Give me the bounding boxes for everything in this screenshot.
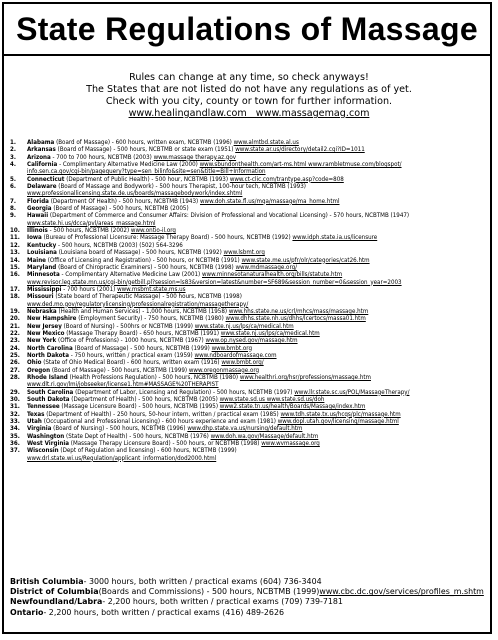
- state-link[interactable]: www.state.sd.us www.state.sd.us/doh: [219, 396, 325, 404]
- state-link[interactable]: info.sen.ca.gov/cgi-bin/pagequery?type=sen_bilinfo&site=sen&title=Bill+Information: [27, 168, 266, 176]
- list-item: [10, 154, 490, 161]
- state-link[interactable]: www.drl.state.wi.us/Regulation/applicant_information/dod2000.html: [27, 454, 217, 462]
- state-name: Washington: [27, 432, 65, 440]
- item-number: 29.: [10, 388, 20, 396]
- state-details: - Complimentary Alternative Medicine Law (2001): [61, 271, 201, 279]
- intro-links[interactable]: www.healingandlaw.com www.massagemag.com: [128, 108, 370, 119]
- state-link[interactable]: www.oregonmassage.org: [188, 366, 260, 374]
- item-entry: [27, 359, 490, 366]
- region-name: British Columbia: [10, 577, 84, 586]
- state-link[interactable]: www.sbundonthealth.com/art-ms.html www.rambletmuse.com/blogspot/: [199, 161, 402, 169]
- state-link[interactable]: www.dhp.state.va.us/nursing/default.htm: [187, 425, 303, 433]
- canada-list: [10, 577, 490, 618]
- item-entry: [27, 227, 490, 234]
- state-details: (State Dept of Health) - 500 hours, NCBTMB (1976): [66, 432, 209, 440]
- list-item: [10, 139, 490, 146]
- state-details: (Board of Massage and Bodywork) - 500 hours Therapist, 100-hour tech, NCBTMB (1993): [58, 183, 306, 191]
- item-number: 37.: [10, 447, 20, 455]
- state-name: Maine: [27, 256, 46, 264]
- intro-block: [0, 72, 498, 120]
- state-details: (Board of Massage) - 500 hours, NCBTMB (1999): [74, 344, 210, 352]
- region-name: Newfoundland/Labra: [10, 597, 103, 607]
- state-list: [10, 139, 490, 462]
- state-name: Connecticut: [27, 175, 65, 183]
- item-entry: [27, 374, 490, 381]
- state-name: Texas: [27, 410, 45, 418]
- state-details: (Board of Nursing) - 500hrs or NCBTMB (1999): [63, 322, 193, 330]
- item-entry: [27, 154, 490, 161]
- region-details: - 3000 hours, both written / practical exams (604) 736-3404: [83, 577, 322, 586]
- state-details: (Bureau of Professional Licensure: Massage Therapy Board) - 500 hours, NCBTMB (1992): [43, 234, 291, 242]
- state-details: (Board of Massage) - 600 hours, written exam, NCBTMB (1996): [56, 139, 232, 146]
- item-entry: [27, 411, 490, 418]
- state-link[interactable]: www.idph.state.ia.us/licensure: [292, 234, 378, 242]
- item-number: 12.: [10, 241, 20, 249]
- item-entry: [27, 418, 490, 425]
- state-name: Wisconsin: [27, 447, 59, 455]
- state-name: Missouri: [27, 293, 54, 301]
- state-link[interactable]: www.professionallicensing.state.de.us/boards/massagebodywork/index.shtml: [27, 190, 243, 198]
- item-entry: [27, 242, 490, 249]
- state-link[interactable]: www.op.nysed.gov/massage.htm: [205, 337, 298, 345]
- region-details: (Boards and Commissions) - 500 hours, NCBTMB (1999): [98, 587, 320, 597]
- state-details: - 700 hours (2001): [63, 285, 116, 293]
- state-link[interactable]: www.ded.mo.gov/regulatorylicensing/professionalregistration/massagetherapy/: [27, 300, 249, 308]
- item-number: 2.: [10, 146, 16, 154]
- list-item: [10, 257, 490, 264]
- state-details: (Board of Chiropractic Examiners) - 500 hours, NCBTMB (1998): [58, 263, 234, 271]
- state-link[interactable]: www.bmbt.org/: [221, 359, 264, 367]
- list-item-continued: [10, 455, 490, 462]
- intro-line-3: Check with you city, county or town for further information.: [105, 96, 393, 107]
- state-details: (Board of Massage) - 500 hours, NCBTMB (2005): [53, 205, 189, 213]
- state-details: (Board of Massage) - 500 hours, NCBTMB (1999): [51, 366, 188, 374]
- item-entry: [27, 205, 490, 212]
- region-item: [10, 597, 490, 607]
- item-number: 35.: [10, 432, 20, 440]
- state-link[interactable]: www.state.me.us/pfr/olr/categories/cat26.htm: [241, 256, 370, 264]
- item-number: 28.: [10, 374, 20, 381]
- state-name: Mississippi: [27, 285, 62, 293]
- list-item: [10, 227, 490, 234]
- state-name: South Dakota: [27, 396, 70, 404]
- state-details: (Department of Health) - 500 hours, NCBTMB (2005): [71, 396, 218, 404]
- state-link[interactable]: www.massage therapy.az.gov: [153, 153, 237, 161]
- item-entry: [27, 323, 490, 330]
- state-details: (Dept of Regulation and licensing) - 600 hours, NCBTMB (1999): [60, 447, 237, 455]
- list-item: [10, 242, 490, 249]
- item-number: 14.: [10, 256, 20, 264]
- list-item: [10, 352, 490, 359]
- state-name: Rhode Island: [27, 374, 68, 381]
- item-entry: [27, 440, 490, 447]
- region-name: District of Columbia: [10, 587, 99, 597]
- item-number: 7.: [10, 197, 16, 205]
- state-details: (Board of Nursing) - 500 hours, NCBTMB (1996): [53, 425, 186, 433]
- list-item: [10, 315, 490, 322]
- region-item: [10, 577, 490, 587]
- item-number: 16.: [10, 271, 20, 279]
- item-entry: [27, 403, 490, 410]
- state-details: (Occupational and Professional Licensing) - 600 hours experience and exam (1981): [43, 418, 276, 426]
- state-link[interactable]: www.msbmt.state.ms.us: [117, 285, 186, 293]
- state-name: Georgia: [27, 205, 52, 213]
- state-details: (State of Ohio Medical Board) - 600 hours, written exam (1916): [43, 359, 220, 367]
- item-entry: [27, 396, 490, 403]
- item-number: 13.: [10, 249, 20, 257]
- state-name: North Carolina: [27, 344, 73, 352]
- state-link[interactable]: www2.state.tn.us/health/Boards/Massage/index.htm: [219, 403, 366, 411]
- state-link[interactable]: www.llr.state.sc.us/POL/MassageTherapy/: [294, 388, 410, 396]
- item-number: 10.: [10, 227, 20, 235]
- state-name: New Mexico: [27, 329, 65, 337]
- state-details: (Board of Massage) - 500 hours, NCBTMB or state exam (1951): [57, 146, 234, 154]
- item-number: 22.: [10, 329, 20, 337]
- item-entry: [27, 146, 490, 153]
- state-name: Iowa: [27, 234, 42, 242]
- list-item: [10, 198, 490, 205]
- state-name: Hawaii: [27, 212, 49, 220]
- state-link[interactable]: www.ndboardofmassage.com: [194, 351, 277, 359]
- state-link[interactable]: www.tdh.state.tx.us/hcqs/plc/massage.htm: [280, 410, 401, 418]
- item-entry: [27, 447, 490, 454]
- region-item: [10, 587, 490, 597]
- item-number: 34.: [10, 425, 20, 433]
- state-name: Illinois: [27, 227, 48, 235]
- item-entry: [27, 352, 490, 359]
- state-details: (Louisiana board of Massage) - 500 hours, NCBTMB (1992): [58, 249, 222, 257]
- state-name: New Hampshire: [27, 315, 77, 323]
- list-item-continued: [10, 301, 490, 308]
- state-details: - 500 hours, NCBTMB (2003) (502) 564-3296: [57, 241, 183, 249]
- list-item: [10, 433, 490, 440]
- state-name: Ohio: [27, 359, 42, 367]
- item-entry: [27, 264, 490, 271]
- state-details: (Department of Public Health) - 500 hour, NCBTMB (1993): [66, 175, 229, 183]
- state-details: - 750 hours, written / practical exam (1959): [70, 351, 193, 359]
- state-link[interactable]: www.dlt.ri.gov/lmi/jobseeker/license1.htm#MASSAGE%20THERAPIST: [27, 381, 219, 389]
- intro-line-2: The States that are not listed do not have any regulations as of yet.: [86, 84, 412, 95]
- item-number: 19.: [10, 307, 20, 315]
- state-link[interactable]: www.state.nj.us/lps/ca/medical.htm: [194, 322, 294, 330]
- state-name: Utah: [27, 418, 42, 426]
- list-item: [10, 440, 490, 447]
- item-number: 15.: [10, 263, 20, 271]
- item-entry: [27, 286, 490, 293]
- item-entry: [27, 234, 490, 241]
- item-entry: [27, 212, 490, 219]
- list-item: [10, 146, 490, 153]
- list-item: [10, 286, 490, 293]
- state-details: (Massage Licensure Board) - 500 hours, NCBTMB (1995): [61, 403, 218, 411]
- state-link[interactable]: www.wvmassage.org: [261, 440, 320, 448]
- item-number: 24.: [10, 344, 20, 352]
- state-details: (Health and Human Services) - 1,000 hours, NCBTMB (1958): [58, 307, 228, 315]
- list-item: [10, 411, 490, 418]
- state-details: - 500 hours, NCBTMB (2002): [49, 227, 130, 235]
- state-link[interactable]: www.dopl.utah.gov/licensing/massage.html: [277, 418, 399, 426]
- list-item: [10, 389, 490, 396]
- list-item: [10, 418, 490, 425]
- state-details: (Department Of Health) - 500 hours, NCBTMB (1943): [50, 197, 199, 205]
- item-number: 4.: [10, 161, 16, 169]
- state-link[interactable]: www.hhs.state.ne.us/crl/mhcs/mass/massage.htm: [228, 307, 369, 315]
- list-item: [10, 264, 490, 271]
- item-entry: [27, 330, 490, 337]
- state-name: Florida: [27, 197, 49, 205]
- state-name: Nebraska: [27, 307, 57, 315]
- list-item: [10, 330, 490, 337]
- list-item-continued: [10, 168, 490, 175]
- state-link[interactable]: www.minnesotanaturalhealth.org/bills/statute.htm: [202, 271, 343, 279]
- item-entry: [27, 257, 490, 264]
- item-number: 26.: [10, 359, 20, 367]
- item-number: 18.: [10, 293, 20, 301]
- state-name: Minnesota: [27, 271, 60, 279]
- item-number: 17.: [10, 285, 20, 293]
- state-name: Maryland: [27, 263, 57, 271]
- item-entry: [27, 183, 490, 190]
- item-entry: [27, 315, 490, 322]
- item-number: 3.: [10, 153, 16, 161]
- state-link[interactable]: www.revisor.leg.state.mn.us/cgi-bin/getbill.pl?session=ls83&version=latest&number=SF689&session_number=0&session_year=2003: [27, 278, 402, 286]
- state-details: (Health Professions Regulation) - 500 hours, NCBTMB (1980): [69, 374, 239, 381]
- item-entry: [27, 389, 490, 396]
- state-name: Kentucky: [27, 241, 57, 249]
- state-name: Oregon: [27, 366, 51, 374]
- state-link[interactable]: www.ct-clic.com/trantype.asp?code=808: [229, 175, 344, 183]
- state-name: Arizona: [27, 153, 51, 161]
- item-number: 32.: [10, 410, 20, 418]
- state-link[interactable]: www.state.ar.us/directory/detail2.cgi?ID=1011: [235, 146, 365, 154]
- item-number: 11.: [10, 234, 20, 242]
- list-item: [10, 212, 490, 219]
- item-entry: [27, 425, 490, 432]
- list-item: [10, 271, 490, 278]
- state-name: New Jersey: [27, 322, 62, 330]
- state-details: (Employment Security) - 750 hours, NCBTMB (1980): [78, 315, 224, 323]
- state-name: Delaware: [27, 183, 57, 191]
- item-entry: [27, 345, 490, 352]
- item-number: 1.: [10, 139, 16, 146]
- state-name: New York: [27, 337, 57, 345]
- list-item: [10, 345, 490, 352]
- list-item: [10, 337, 490, 344]
- list-item-continued: [10, 381, 490, 388]
- item-entry: [27, 198, 490, 205]
- item-entry: [27, 249, 490, 256]
- item-number: 23.: [10, 337, 20, 345]
- state-details: (Department of Health) - 250 hours, 50-hour intern, written / practical exam (1985): [46, 410, 279, 418]
- item-entry: [27, 271, 490, 278]
- list-item: [10, 396, 490, 403]
- item-number: 6.: [10, 183, 16, 191]
- list-item: [10, 308, 490, 315]
- state-details: - Complimentary Alternative Medicine Law (2000): [59, 161, 198, 169]
- state-details: (Massage Therapy Board) - 650 hours, NCBTMB (1991): [66, 329, 220, 337]
- list-item: [10, 234, 490, 241]
- list-item: [10, 447, 490, 454]
- list-item: [10, 205, 490, 212]
- state-name: West Virginia: [27, 440, 69, 448]
- item-entry: [27, 293, 490, 300]
- list-item: [10, 323, 490, 330]
- state-details: (Department of Commerce and Consumer Affairs: Division of Professional and Vocational Licensing) - 570 hours, NCBTMB (1947): [49, 212, 410, 220]
- state-link[interactable]: www.lsbmt.org: [223, 249, 265, 257]
- list-item-continued: [10, 190, 490, 197]
- item-number: 8.: [10, 205, 16, 213]
- state-name: South Carolina: [27, 388, 74, 396]
- list-item: [10, 293, 490, 300]
- state-name: Tennessee: [27, 403, 60, 411]
- region-item: [10, 608, 490, 618]
- item-number: 21.: [10, 322, 20, 330]
- state-name: Virginia: [27, 425, 52, 433]
- state-name: Alabama: [27, 139, 55, 146]
- state-link[interactable]: www.state.nj.us/lps/ca/medical.htm: [220, 329, 320, 337]
- state-name: Arkansas: [27, 146, 56, 154]
- region-name: Ontario: [10, 607, 44, 617]
- item-number: 20.: [10, 315, 20, 323]
- item-number: 25.: [10, 351, 20, 359]
- state-details: (Department of Labor, Licensing and Regulation) - 500 hours, NCBTMB (1997): [75, 388, 293, 396]
- item-entry: [27, 161, 490, 168]
- state-name: California: [27, 161, 58, 169]
- state-details: (State board of Therapeutic Massage) - 500 hours, NCBTMB (1998): [55, 293, 242, 301]
- state-link[interactable]: www.doh.state.fl.us/mqa/massage/ma_home.html: [199, 197, 340, 205]
- region-details: - 2,200 hours, both written / practical exams (709) 739-7181: [102, 597, 343, 607]
- title-box: [4, 4, 490, 56]
- item-number: 30.: [10, 396, 20, 404]
- list-item: [10, 161, 490, 168]
- list-item: [10, 249, 490, 256]
- state-link[interactable]: www.doh.wa.gov/Massage/default.htm: [210, 432, 319, 440]
- item-number: 9.: [10, 212, 16, 220]
- item-entry: [27, 308, 490, 315]
- list-item: [10, 374, 490, 381]
- item-number: 36.: [10, 440, 20, 448]
- page-title: State Regulations of Massage: [16, 10, 478, 47]
- list-item: [10, 367, 490, 374]
- state-link[interactable]: www.dhhs.state.nh.us/dhhs/lcertocs/massa01.htm: [225, 315, 366, 323]
- state-details: (Massage Therapy Licensure Board) - 500 hours, or NCBTMB (1998): [70, 440, 260, 448]
- list-item: [10, 425, 490, 432]
- state-link[interactable]: www.mdmassage.org/: [235, 263, 298, 271]
- region-details: - 2,200 hours, both written / practical exams (416) 489-2626: [43, 607, 284, 617]
- item-entry: [27, 139, 490, 146]
- state-name: North Dakota: [27, 351, 69, 359]
- state-link[interactable]: www.healthri.org/hsr/professions/massage.htm: [239, 374, 371, 381]
- state-link[interactable]: www.state.hi.us/dcca/pvl/areas_massage.html: [27, 219, 156, 227]
- state-details: (Office of Professions) - 1000 hours, NCBTMB (1967): [58, 337, 204, 345]
- item-number: 33.: [10, 418, 20, 426]
- list-item-continued: [10, 220, 490, 227]
- state-details: - 700 to 700 hours, NCBTMB (2003): [52, 153, 152, 161]
- item-number: 5.: [10, 175, 16, 183]
- item-entry: [27, 176, 490, 183]
- list-item-continued: [10, 279, 490, 286]
- item-entry: [27, 433, 490, 440]
- list-item: [10, 403, 490, 410]
- list-item: [10, 359, 490, 366]
- state-link[interactable]: www.ontio-il.org: [130, 227, 176, 235]
- list-item: [10, 176, 490, 183]
- item-entry: [27, 367, 490, 374]
- list-item: [10, 183, 490, 190]
- intro-line-1: Rules can change at any time, so check anyways!: [129, 72, 369, 83]
- item-number: 31.: [10, 403, 20, 411]
- state-name: Louisiana: [27, 249, 57, 257]
- state-link[interactable]: www.bmbt.org: [211, 344, 252, 352]
- state-details: (Office of Licensing and Registration) - 500 hours, or NCBTMB (1991): [47, 256, 240, 264]
- region-link[interactable]: www.cbc.dc.gov/services/profiles_m.shtm: [319, 587, 484, 597]
- item-number: 27.: [10, 366, 20, 374]
- state-link[interactable]: www.almtbd.state.al.us: [233, 139, 299, 146]
- item-entry: [27, 337, 490, 344]
